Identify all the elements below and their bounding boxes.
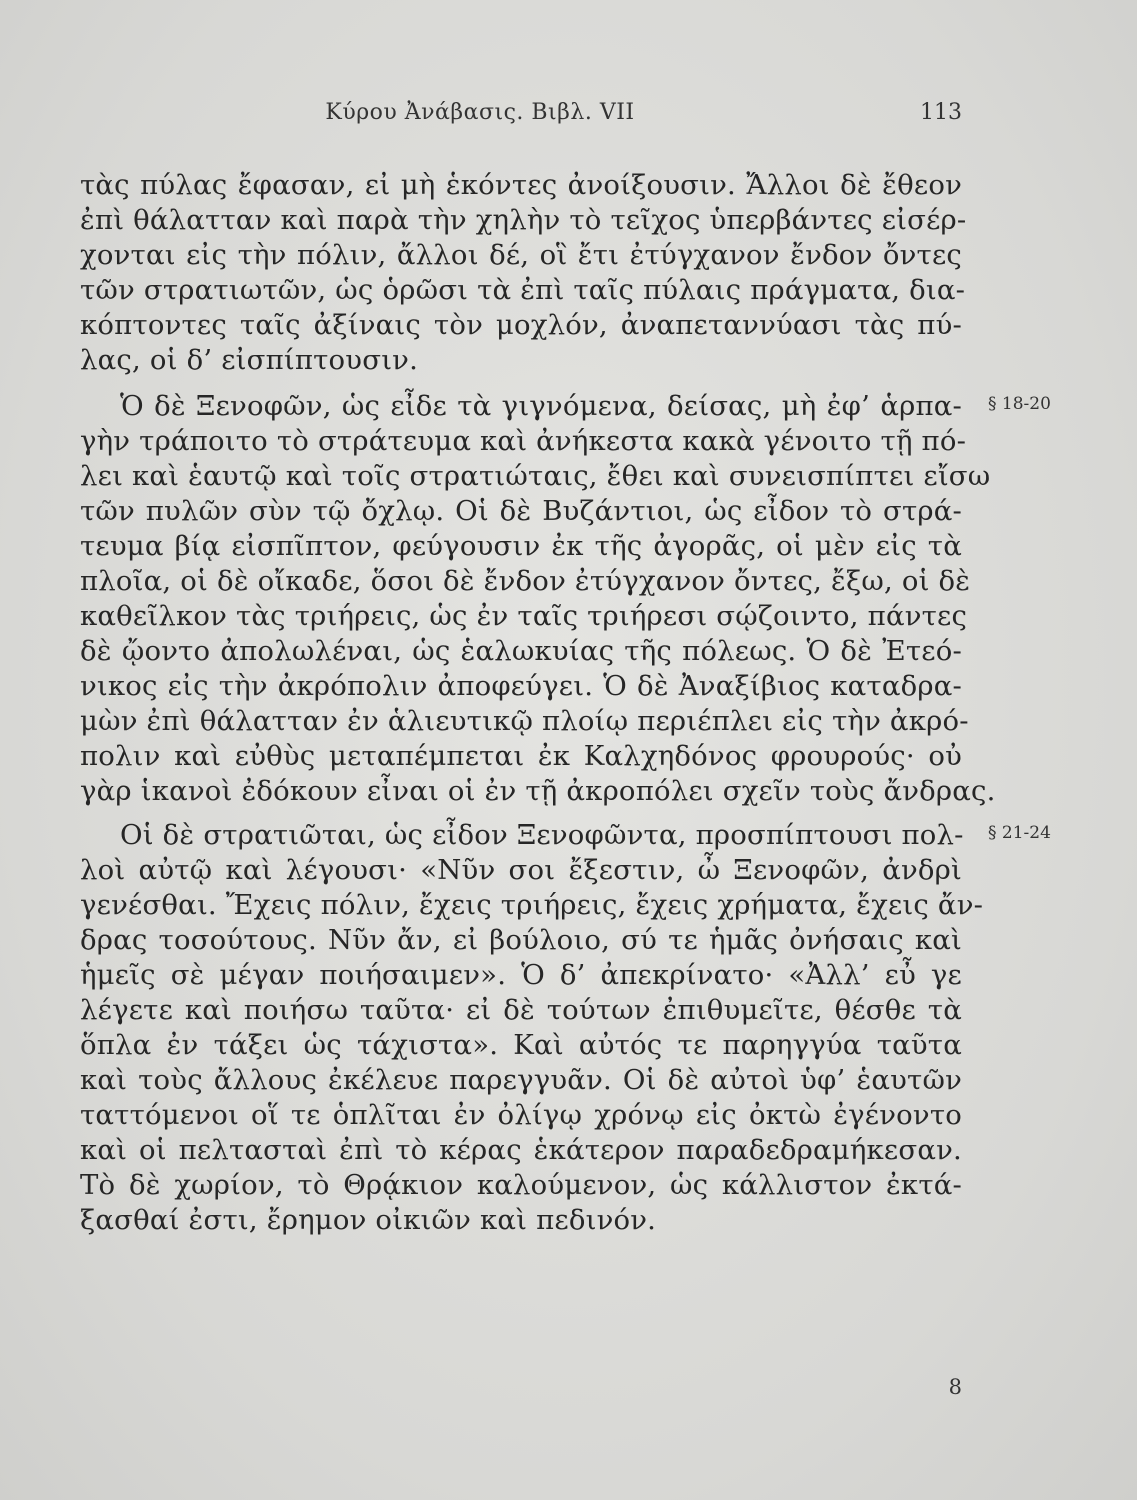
paragraph-start-line: Οἱ δὲ στρατιῶται, ὡς εἶδον Ξενοφῶντα, προσπίπτουσι πολ- — [120, 819, 964, 851]
text-line: χονται εἰς τὴν πόλιν, ἄλλοι δέ, οἳ ἔτι ἐτύγχανον ἔνδον ὄντες — [80, 239, 962, 271]
text-line: δὲ ᾤοντο ἀπολωλέναι, ὡς ἑαλωκυίας τῆς πόλεως. Ὁ δὲ Ἐτεό- — [80, 635, 962, 667]
text-line: ὅπλα ἐν τάξει ὡς τάχιστα». Καὶ αὐτός τε παρηγγύα ταῦτα — [80, 1029, 962, 1061]
margin-section-note: § 21-24 — [988, 823, 1051, 843]
text-line: ἐπὶ θάλατταν καὶ παρὰ τὴν χηλὴν τὸ τεῖχος ὑπερβάντες εἰσέρ- — [80, 204, 967, 236]
text-line: τευμα βίᾳ εἰσπῖπτον, φεύγουσιν ἐκ τῆς ἀγορᾶς, οἱ μὲν εἰς τὰ — [80, 530, 962, 562]
text-line: γενέσθαι. Ἔχεις πόλιν, ἔχεις τριήρεις, ἔχεις χρήματα, ἔχεις ἄν- — [80, 889, 984, 921]
text-line: ταττόμενοι οἵ τε ὁπλῖται ἐν ὀλίγῳ χρόνῳ εἰς ὀκτὼ ἐγένοντο — [80, 1099, 962, 1131]
text-line: ἡμεῖς σὲ μέγαν ποιήσαιμεν». Ὁ δ’ ἀπεκρίνατο· «Ἀλλ’ εὖ γε — [80, 959, 962, 991]
running-header — [0, 100, 1137, 134]
running-title: Κύρου Ἀνάβασις. Βιβλ. VII — [325, 100, 635, 125]
text-line: κόπτοντες ταῖς ἀξίναις τὸν μοχλόν, ἀναπεταννύασι τὰς πύ- — [80, 309, 962, 341]
text-line: καθεῖλκον τὰς τριήρεις, ὡς ἐν ταῖς τριήρεσι σῴζοιντο, πάντες — [80, 600, 968, 632]
margin-section-note: § 18-20 — [988, 394, 1051, 414]
text-line: καὶ οἱ πελτασταὶ ἐπὶ τὸ κέρας ἑκάτερον παραδεδραμήκεσαν. — [80, 1134, 962, 1166]
text-line: λας, οἱ δ’ εἰσπίπτουσιν. — [80, 344, 419, 376]
text-line: γὴν τράποιτο τὸ στράτευμα καὶ ἀνήκεστα κακὰ γένοιτο τῇ πό- — [80, 425, 967, 457]
text-line: λει καὶ ἑαυτῷ καὶ τοῖς στρατιώταις, ἔθει καὶ συνεισπίπτει εἴσω — [80, 460, 991, 492]
text-line: πλοῖα, οἱ δὲ οἴκαδε, ὅσοι δὲ ἔνδον ἐτύγχανον ὄντες, ἔξω, οἱ δὲ — [80, 565, 971, 597]
text-line: τὰς πύλας ἔφασαν, εἰ μὴ ἑκόντες ἀνοίξουσιν. Ἄλλοι δὲ ἔθεον — [80, 169, 962, 201]
paragraph-start-line: Ὁ δὲ Ξενοφῶν, ὡς εἶδε τὰ γιγνόμενα, δείσας, μὴ ἐφ’ ἁρπα- — [120, 390, 962, 422]
text-line: γὰρ ἱκανοὶ ἐδόκουν εἶναι οἱ ἐν τῇ ἀκροπόλει σχεῖν τοὺς ἄνδρας. — [80, 775, 996, 807]
text-line: τῶν στρατιωτῶν, ὡς ὁρῶσι τὰ ἐπὶ ταῖς πύλαις πράγματα, δια- — [80, 274, 966, 306]
text-line: Τὸ δὲ χωρίον, τὸ Θρᾴκιον καλούμενον, ὡς κάλλιστον ἐκτά- — [80, 1169, 962, 1201]
page-number: 113 — [920, 100, 962, 125]
text-line: δρας τοσούτους. Νῦν ἄν, εἰ βούλοιο, σύ τε ἡμᾶς ὀνήσαις καὶ — [80, 924, 962, 956]
text-line: πολιν καὶ εὐθὺς μεταπέμπεται ἐκ Καλχηδόνος φρουρούς· οὐ — [80, 740, 962, 772]
signature-mark: 8 — [948, 1375, 962, 1399]
text-line: μὼν ἐπὶ θάλατταν ἐν ἁλιευτικῷ πλοίῳ περιέπλει εἰς τὴν ἀκρό- — [80, 705, 969, 737]
text-line: λέγετε καὶ ποιήσω ταῦτα· εἰ δὲ τούτων ἐπιθυμεῖτε, θέσθε τὰ — [80, 994, 962, 1026]
text-line: λοὶ αὐτῷ καὶ λέγουσι· «Νῦν σοι ἔξεστιν, ὦ Ξενοφῶν, ἀνδρὶ — [80, 854, 962, 886]
text-line: τῶν πυλῶν σὺν τῷ ὄχλῳ. Οἱ δὲ Βυζάντιοι, ὡς εἶδον τὸ στρά- — [80, 495, 962, 527]
text-line: ξασθαί ἐστι, ἔρημον οἰκιῶν καὶ πεδινόν. — [80, 1204, 657, 1236]
text-line: νικος εἰς τὴν ἀκρόπολιν ἀποφεύγει. Ὁ δὲ Ἀναξίβιος καταδρα- — [80, 670, 962, 702]
text-line: καὶ τοὺς ἄλλους ἐκέλευε παρεγγυᾶν. Οἱ δὲ αὐτοὶ ὑφ’ ἑαυτῶν — [80, 1064, 962, 1096]
